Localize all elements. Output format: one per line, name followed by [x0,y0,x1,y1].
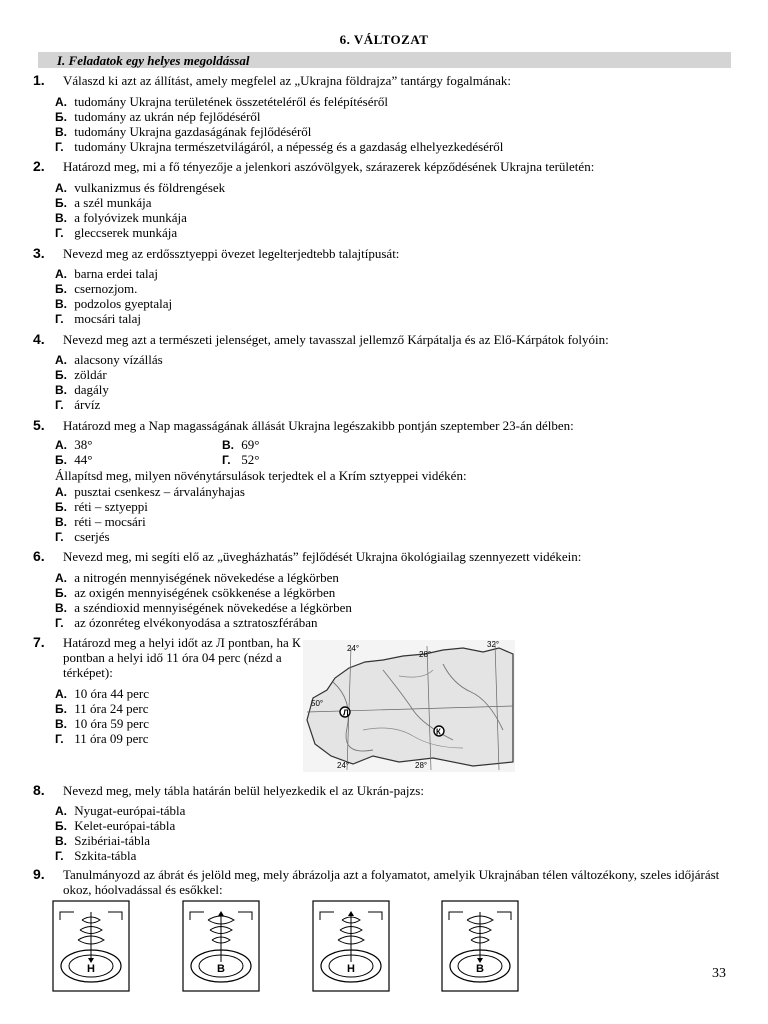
cyclone-diagram-b[interactable] [182,900,260,992]
option[interactable] [55,225,177,241]
option-letter: Г. [55,398,64,412]
section-title: I. Feladatok egy helyes megoldással [57,53,250,68]
option-letter: Б. [55,282,67,296]
option-letter: A. [55,438,67,452]
option-letter: Г. [55,226,64,240]
point-l-label: Л [343,708,349,718]
option-text: pusztai csenkesz – árvalányhajas [74,484,245,499]
option[interactable] [222,452,259,468]
option-text: dagály [74,382,109,397]
option-text: zöldár [74,367,107,382]
pressure-label: B [476,963,484,975]
option[interactable] [55,803,185,819]
question-number: 3. [33,245,45,261]
option-text: vulkanizmus és földrengések [74,180,226,195]
option-letter: В. [222,438,234,452]
option-letter: A. [55,181,67,195]
option-letter: Г. [55,140,64,154]
question-text: Nevezd meg, mely tábla határán belül helyezkedik el az Ukrán-pajzs: [63,783,424,798]
option[interactable] [55,701,149,717]
option[interactable] [55,484,245,500]
option-text: tudomány Ukrajna természetvilágáról, a népesség és a gazdaság elhelyezkedéséről [74,139,504,154]
lat-label: 50° [311,699,324,708]
option[interactable] [55,570,339,586]
option-text: barna erdei talaj [74,266,158,281]
question-text: Válaszd ki azt az állítást, amely megfelel az „Ukrajna földrajza” tantárgy fogalmának: [63,73,512,88]
option-text: podzolos gyeptalaj [74,296,173,311]
option-text: 11 óra 24 perc [74,701,149,716]
pressure-label: H [87,963,95,975]
question-text: Határozd meg, mi a fő tényezője a jelenkori aszóvölgyek, szárazerek képződésének Ukrajna területén: [63,159,595,174]
option-text: árvíz [74,397,101,412]
option[interactable] [55,94,388,110]
lat-label: 24° [337,761,350,770]
option-text: Kelet-európai-tábla [74,818,176,833]
option[interactable] [55,296,172,312]
option[interactable] [55,397,100,413]
cyclone-diagram-a[interactable] [52,900,130,992]
option[interactable] [55,124,311,140]
option-letter: В. [55,834,67,848]
question-text: Nevezd meg azt a természeti jelenséget, amely tavasszal jellemző Kárpátalja és az Elő-Kárpátok folyóin: [63,332,609,347]
option-letter: A. [55,267,67,281]
option-letter: A. [55,485,67,499]
option-text: réti – sztyeppi [74,499,148,514]
lat-label: 28° [415,761,428,770]
option-text: tudomány az ukrán nép fejlődéséről [74,109,261,124]
option-letter: Б. [55,702,67,716]
point-k-label: К [436,727,441,737]
question-number: 2. [33,158,45,174]
option-text: a nitrogén mennyiségének növekedése a légkörben [74,570,339,585]
option[interactable] [55,833,150,849]
option-text: 38° [74,437,93,452]
option-text: réti – mocsári [74,514,146,529]
option[interactable] [55,139,503,155]
option-text: Szkita-tábla [74,848,137,863]
option[interactable] [55,311,141,327]
option-text: gleccserek munkája [74,225,178,240]
option-letter: В. [55,125,67,139]
option-letter: A. [55,95,67,109]
option[interactable] [55,848,136,864]
pressure-label: H [347,963,355,975]
option[interactable] [55,382,109,398]
option[interactable] [55,437,92,453]
option[interactable] [55,716,149,732]
ukraine-map [303,640,515,772]
option[interactable] [55,367,107,383]
question-text: Állapítsd meg, milyen növénytársulások terjedtek el a Krím sztyeppei vidékén: [55,468,467,483]
option-letter: В. [55,297,67,311]
question-number: 8. [33,782,45,798]
option-letter: Б. [55,453,67,467]
option-text: tudomány Ukrajna gazdaságának fejlődéséről [74,124,312,139]
option[interactable] [55,180,225,196]
question-number: 9. [33,866,45,882]
question-number: 1. [33,72,45,88]
option-letter: A. [55,687,67,701]
option-text: a szél munkája [74,195,152,210]
option-text: 69° [241,437,260,452]
option-letter: Г. [55,732,64,746]
option[interactable] [55,109,261,125]
option[interactable] [55,452,92,468]
question-number: 7. [33,634,45,650]
option-text: alacsony vízállás [74,352,163,367]
question-text: Nevezd meg az erdőssztyeppi övezet legelterjedtebb talajtípusát: [63,246,400,261]
question-number: 5. [33,417,45,433]
option-letter: В. [55,383,67,397]
lat-label: 32° [487,640,500,649]
lat-label: 28° [419,650,432,659]
option[interactable] [55,499,148,515]
option-letter: Г. [55,616,64,630]
cyclone-diagram-c[interactable] [312,900,390,992]
option-letter: Б. [55,586,67,600]
option-letter: A. [55,571,67,585]
option-letter: Г. [55,849,64,863]
option-text: cserjés [74,529,110,544]
option[interactable] [55,731,149,747]
option[interactable] [55,195,152,211]
option[interactable] [222,437,259,453]
option-text: tudomány Ukrajna területének összetételéről és felépítéséről [74,94,388,109]
option[interactable] [55,281,137,297]
option-letter: Б. [55,110,67,124]
option[interactable] [55,615,318,631]
option-text: az oxigén mennyiségének csökkenése a légkörben [74,585,336,600]
option-letter: Б. [55,368,67,382]
option-text: az ózonréteg elvékonyodása a sztratoszférában [74,615,318,630]
option[interactable] [55,600,352,616]
option[interactable] [55,352,163,368]
option-letter: Б. [55,196,67,210]
option-letter: Г. [55,312,64,326]
option-letter: В. [55,601,67,615]
option-text: a széndioxid mennyiségének növekedése a légkörben [74,600,352,615]
option[interactable] [55,266,158,282]
map-svg [303,640,515,772]
option-letter: Б. [55,819,67,833]
option-letter: A. [55,804,67,818]
question-text: Határozd meg a helyi időt az Л pontban, ha К pontban a helyi idő 11 óra 04 perc (nézd a térképet): [63,635,301,680]
option-text: 44° [74,452,93,467]
option-letter: Г. [55,530,64,544]
cyclone-diagram-d[interactable] [441,900,519,992]
option-text: 10 óra 59 perc [74,716,149,731]
option-text: Nyugat-európai-tábla [74,803,186,818]
option-letter: Б. [55,500,67,514]
question-number: 6. [33,548,45,564]
option-text: Szibériai-tábla [74,833,151,848]
question-text: Határozd meg a Nap magasságának állását Ukrajna legészakibb pontján szeptember 23-án délben: [63,418,574,433]
option-letter: Г. [222,453,231,467]
option[interactable] [55,818,175,834]
page-title: 6. VÁLTOZAT [339,32,429,47]
option-letter: В. [55,717,67,731]
question-text: Nevezd meg, mi segíti elő az „üvegházhatás” fejlődését Ukrajna ökológiailag szennyezett vidékein: [63,549,582,564]
lat-label: 24° [347,644,360,653]
question-number: 4. [33,331,45,347]
option[interactable] [55,514,146,530]
page-number: 33 [712,966,726,981]
option-text: 11 óra 09 perc [74,731,149,746]
option[interactable] [55,210,187,226]
option-text: mocsári talaj [74,311,142,326]
option[interactable] [55,529,110,545]
pressure-label: B [217,963,225,975]
option[interactable] [55,686,149,702]
option[interactable] [55,585,335,601]
question-text: Tanulmányozd az ábrát és jelöld meg, mely ábrázolja azt a folyamatot, amelyik Ukrajnában télen változékony, szeles időjárást okoz, hóolvadással és esőkkel: [63,867,720,897]
option-letter: В. [55,211,67,225]
option-text: csernozjom. [74,281,138,296]
option-text: a folyóvizek munkája [74,210,187,225]
option-letter: A. [55,353,67,367]
option-text: 52° [241,452,260,467]
option-text: 10 óra 44 perc [74,686,149,701]
option-letter: В. [55,515,67,529]
